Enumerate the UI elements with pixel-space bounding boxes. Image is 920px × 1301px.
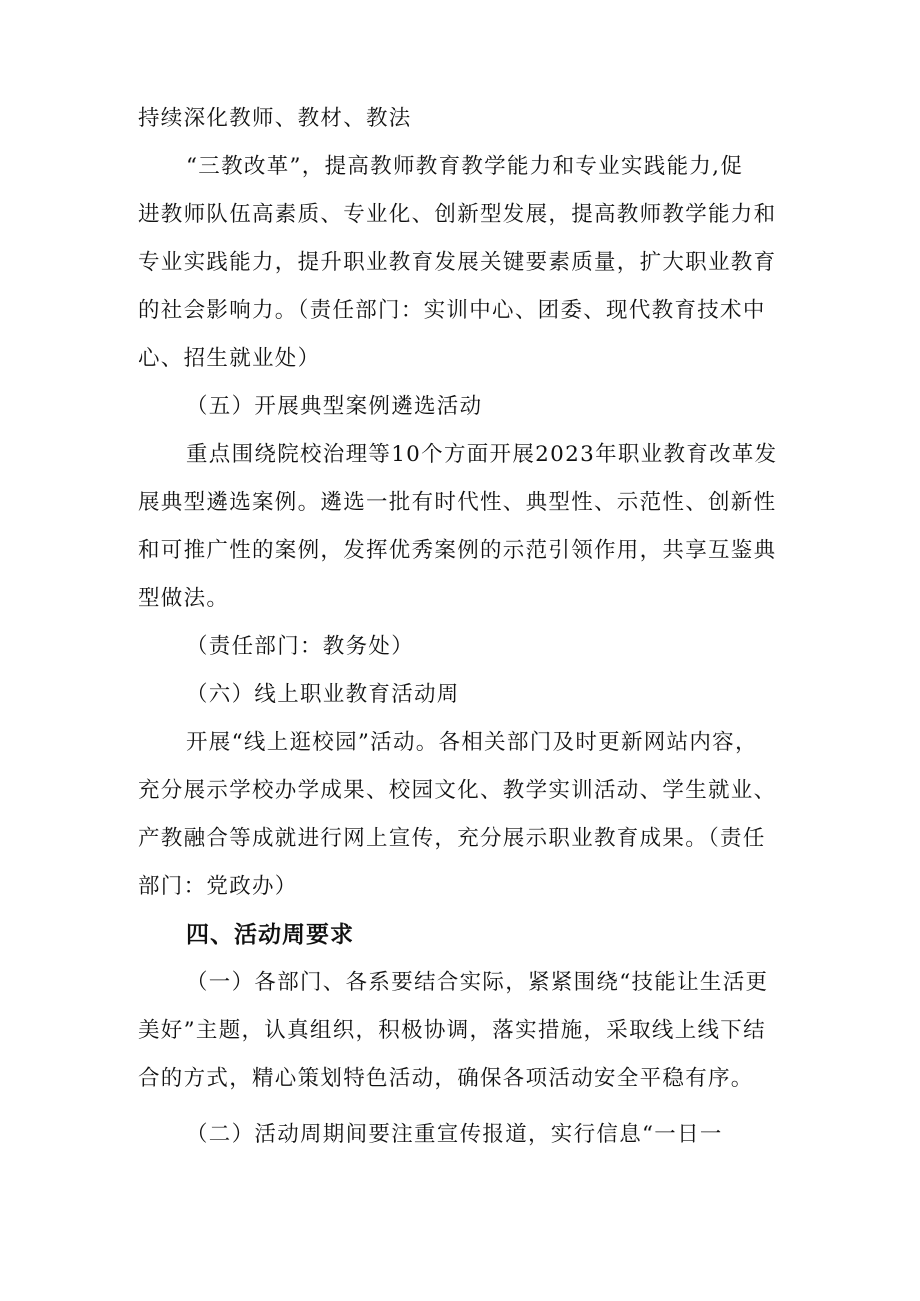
paragraph-line: 心、招生就业处） xyxy=(138,346,321,371)
section-subheading: （六）线上职业教育活动周 xyxy=(186,682,460,707)
paragraph-line: 充分展示学校办学成果、校园文化、教学实训活动、学生就业、 xyxy=(138,778,777,803)
paragraph-line: 展典型遴选案例。遴选一批有时代性、典型性、示范性、创新性 xyxy=(138,490,777,515)
paragraph-line: 美好”主题，认真组织，积极协调，落实措施，采取线上线下结 xyxy=(138,1018,766,1043)
paragraph-line: （一）各部门、各系要结合实际，紧紧围绕“技能让生活更 xyxy=(186,970,769,995)
paragraph-line: 和可推广性的案例，发挥优秀案例的示范引领作用，共享互鉴典 xyxy=(138,538,777,563)
paragraph-line: （责任部门：教务处） xyxy=(186,634,415,659)
paragraph-line: 合的方式，精心策划特色活动，确保各项活动安全平稳有序。 xyxy=(138,1066,754,1091)
paragraph-line: 的社会影响力。（责任部门：实训中心、团委、现代教育技术中 xyxy=(138,298,766,323)
paragraph-line: 部门：党政办） xyxy=(138,874,298,899)
paragraph-line: 重点围绕院校治理等10个方面开展2023年职业教育改革发 xyxy=(186,442,778,467)
paragraph-line: 持续深化教师、教材、教法 xyxy=(138,106,412,131)
paragraph-line: 产教融合等成就进行网上宣传，充分展示职业教育成果。（责任 xyxy=(138,826,766,851)
paragraph-line: “三教改革”，提高教师教育教学能力和专业实践能力,促 xyxy=(186,154,744,179)
section-heading: 四、活动周要求 xyxy=(186,922,354,948)
paragraph-line: 型做法。 xyxy=(138,586,230,611)
paragraph-line: 进教师队伍高素质、专业化、创新型发展，提高教师教学能力和 xyxy=(138,202,777,227)
section-subheading: （五）开展典型案例遴选活动 xyxy=(186,394,483,419)
paragraph-line: 专业实践能力，提升职业教育发展关键要素质量，扩大职业教育 xyxy=(138,250,777,275)
paragraph-line: 开展“线上逛校园”活动。各相关部门及时更新网站内容， xyxy=(186,730,758,755)
paragraph-line: （二）活动周期间要注重宣传报道，实行信息“一日一 xyxy=(186,1122,723,1147)
